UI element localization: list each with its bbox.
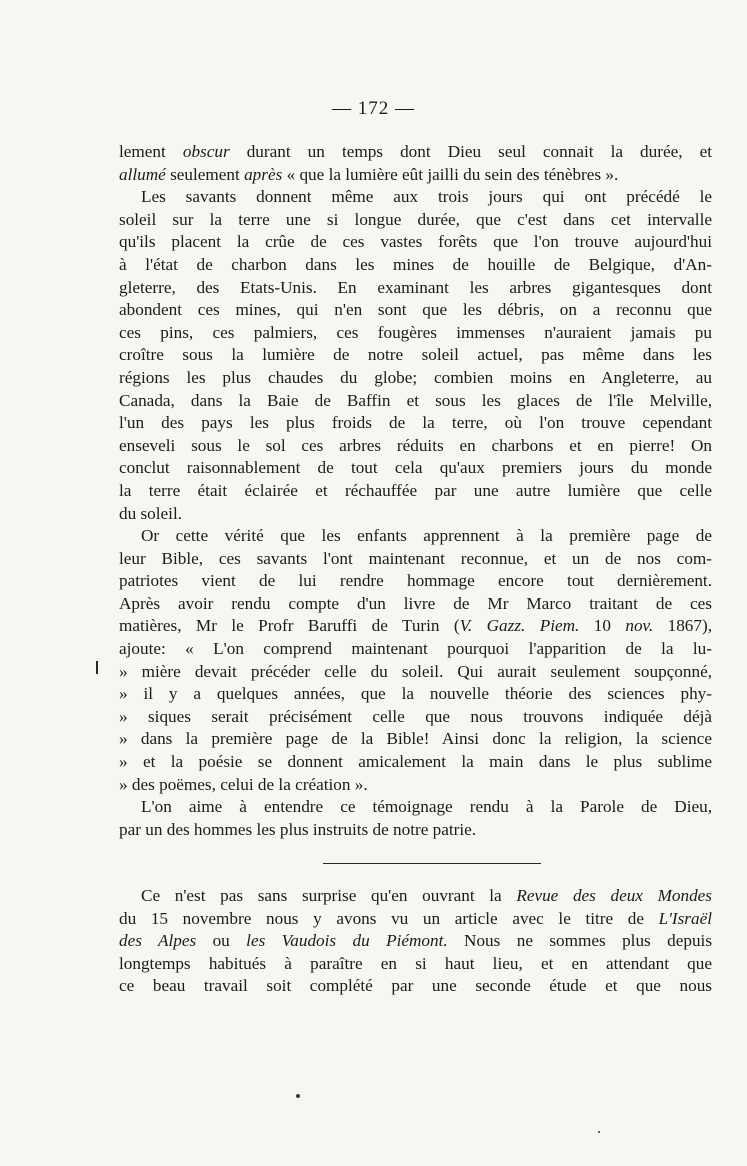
text-run: » mière devait précéder celle du soleil. Qui aurait seulement soupçonné, (119, 661, 712, 681)
text-run: Nous ne sommes plus depuis (447, 931, 713, 951)
text-line (119, 412, 712, 435)
text-run: Or cette vérité que les enfants apprennent à la première page de (141, 526, 712, 546)
text-line (119, 164, 712, 187)
text-run: » dans la première page de la Bible! Ainsi donc la religion, la science (119, 729, 712, 749)
scan-speck (296, 1094, 300, 1098)
text-run: la terre était éclairée et réchauffée par une autre lumière que celle (119, 480, 712, 500)
text-run: abondent ces mines, qui n'en sont que les débris, on a reconnu que (119, 300, 712, 320)
text-line (119, 683, 712, 706)
italic-text: des Alpes (119, 931, 197, 951)
text-line (119, 141, 712, 164)
text-line (119, 322, 712, 345)
text-run: 10 (579, 616, 626, 636)
text-run: enseveli sous le sol ces arbres réduits en charbons et en pierre! On (119, 435, 712, 455)
text-run: régions les plus chaudes du globe; combien moins en Angleterre, au (119, 367, 712, 387)
text-run: Canada, dans la Baie de Baffin et sous les glaces de l'île Melville, (119, 390, 712, 410)
text-line (119, 570, 712, 593)
text-run: ce beau travail soit complété par une seconde étude et que nous (119, 976, 712, 996)
italic-text: L'Israël (658, 908, 712, 928)
text-run: ajoute: « L'on comprend maintenant pourquoi l'apparition de la lu- (119, 639, 712, 659)
text-run: patriotes vient de lui rendre hommage encore tout dernièrement. (119, 571, 712, 591)
text-line (119, 344, 712, 367)
text-run: ces pins, ces palmiers, ces fougères immenses n'auraient jamais pu (119, 322, 712, 342)
text-line (119, 975, 712, 998)
italic-text: obscur (182, 142, 230, 161)
text-run: Les savants donnent même aux trois jours qui ont précédé le (141, 187, 712, 207)
text-run: Après avoir rendu compte d'un livre de Mr Marco traitant de ces (119, 593, 712, 613)
text-run: soleil sur la terre une si longue durée, que c'est dans cet intervalle (119, 209, 712, 229)
text-run: l'un des pays les plus froids de la terre, où l'on trouve cependant (119, 413, 712, 433)
text-line (119, 435, 712, 458)
text-run: conclut raisonnablement de tout cela qu'aux premiers jours du monde (119, 458, 712, 478)
text-line (119, 548, 712, 571)
text-line (119, 593, 712, 616)
text-line (119, 661, 712, 684)
page-number: — 172 — (332, 98, 415, 119)
italic-text: V. Gazz. Piem. (459, 616, 580, 636)
text-run: matières, Mr le Profr Baruffi de Turin ( (119, 616, 460, 636)
text-run: » des poëmes, celui de la création ». (119, 774, 368, 794)
text-line (119, 728, 712, 751)
text-line (119, 390, 712, 413)
italic-text: après (244, 164, 283, 184)
text-line (119, 706, 712, 729)
text-run: longtemps habitués à paraître en si haut lieu, et en attendant que (119, 953, 712, 973)
text-run: seulement (165, 164, 245, 184)
text-line (119, 638, 712, 661)
text-run: L'on aime à entendre ce témoignage rendu à la Parole de Dieu, (141, 797, 712, 817)
text-line (119, 751, 712, 774)
text-line (119, 209, 712, 232)
text-line (119, 457, 712, 480)
text-line (119, 231, 712, 254)
text-run: 1867), (653, 616, 712, 636)
body-text-section-2 (119, 885, 712, 998)
text-line (119, 299, 712, 322)
body-text-section-1 (119, 141, 712, 841)
italic-text: les Vaudois du Piémont. (246, 931, 448, 951)
text-run: qu'ils placent la crûe de ces vastes forêts que l'on trouve aujourd'hui (119, 232, 712, 252)
italic-text: Revue des deux Mondes (516, 886, 712, 905)
text-line (119, 953, 712, 976)
text-run: leur Bible, ces savants l'ont maintenant reconnue, et un de nos com- (119, 548, 712, 568)
text-line (119, 796, 712, 819)
text-line (119, 367, 712, 390)
scan-speck (598, 1131, 600, 1133)
text-line (119, 254, 712, 277)
text-line (119, 525, 712, 548)
text-line (119, 930, 712, 953)
text-run: lement (119, 142, 183, 161)
italic-text: nov. (625, 616, 654, 636)
text-run: par un des hommes les plus instruits de notre patrie. (119, 819, 477, 839)
text-line (119, 503, 712, 526)
text-run: « que la lumière eût jailli du sein des ténèbres ». (282, 164, 619, 184)
text-run: » il y a quelques années, que la nouvelle théorie des sciences phy- (119, 684, 712, 704)
text-line (119, 186, 712, 209)
margin-mark (96, 661, 98, 674)
text-run: ou (196, 931, 247, 951)
text-run: durant un temps dont Dieu seul connait la durée, et (229, 142, 712, 161)
section-separator (323, 863, 541, 864)
text-line (119, 908, 712, 931)
text-run: » siques serait précisément celle que nous trouvons indiquée déjà (119, 706, 712, 726)
text-run: du soleil. (119, 503, 183, 523)
text-run: du 15 novembre nous y avons vu un article avec le titre de (119, 908, 659, 928)
text-run: » et la poésie se donnent amicalement la main dans le plus sublime (119, 752, 712, 772)
text-line (119, 819, 712, 842)
text-line (119, 615, 712, 638)
text-run: à l'état de charbon dans les mines de houille de Belgique, d'An- (119, 254, 712, 274)
text-run: Ce n'est pas sans surprise qu'en ouvrant la (141, 886, 517, 905)
text-line (119, 774, 712, 797)
text-line (119, 277, 712, 300)
text-run: gleterre, des Etats-Unis. En examinant les arbres gigantesques dont (119, 277, 712, 297)
text-line (119, 885, 712, 908)
italic-text: allumé (119, 164, 166, 184)
text-run: croître sous la lumière de notre soleil actuel, pas même dans les (119, 345, 712, 365)
text-line (119, 480, 712, 503)
